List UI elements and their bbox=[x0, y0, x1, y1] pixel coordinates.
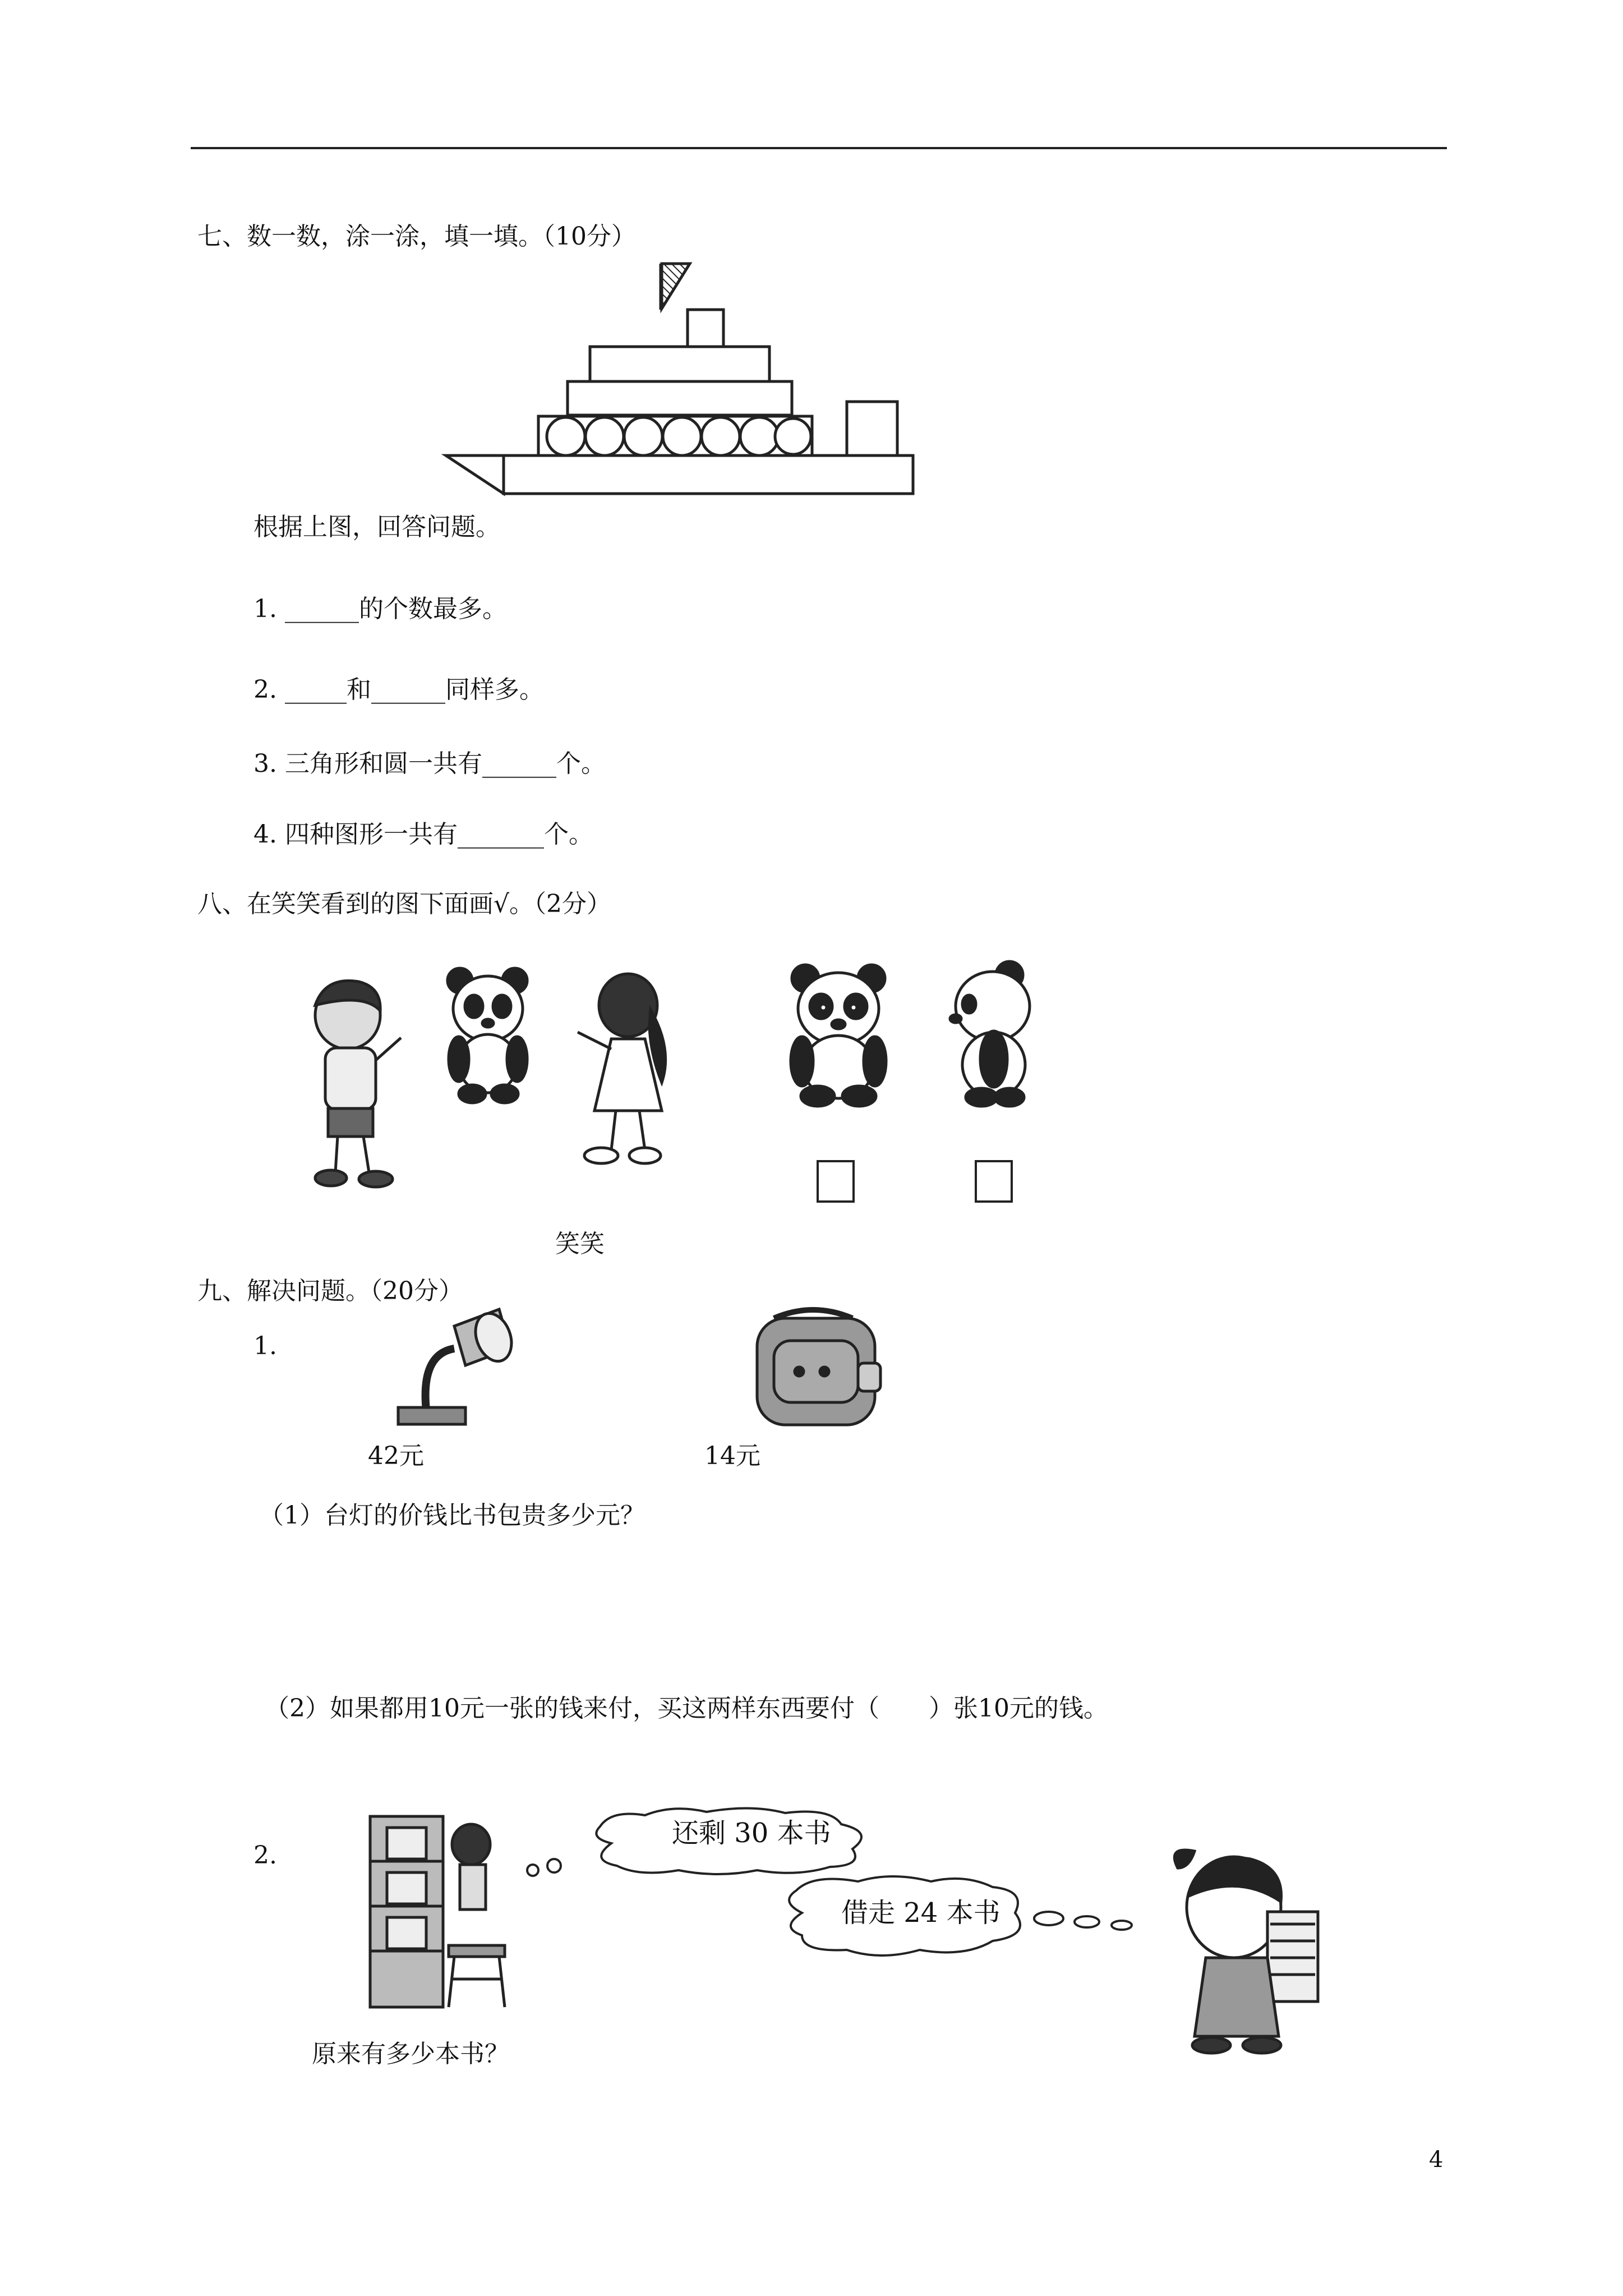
section7-prompt: 根据上图，回答问题。 bbox=[253, 513, 500, 541]
lamp-price: 42元 bbox=[368, 1442, 424, 1470]
checkbox-panda-front[interactable] bbox=[817, 1160, 855, 1203]
panda-middle-illustration bbox=[443, 965, 533, 1105]
section8-heading: 八、在笑笑看到的图下面画√。（2分） bbox=[197, 890, 612, 918]
upper-deck bbox=[590, 347, 769, 381]
problem1-number: 1. bbox=[253, 1332, 277, 1360]
boy-illustration bbox=[303, 976, 404, 1195]
section9-heading: 九、解决问题。（20分） bbox=[197, 1277, 463, 1305]
panda-side-view bbox=[942, 958, 1038, 1110]
header-rule bbox=[191, 147, 1447, 149]
page-number: 4 bbox=[1429, 2147, 1444, 2173]
section7-question-2: 2. _____和______同样多。 bbox=[253, 675, 544, 704]
problem2-question: 原来有多少本书？ bbox=[312, 2040, 509, 2068]
section7-question-1: 1. ______的个数最多。 bbox=[253, 595, 507, 623]
checkbox-panda-side[interactable] bbox=[975, 1160, 1013, 1203]
bubble-borrowed-text: 借走 24 本书 bbox=[841, 1897, 1000, 1929]
section7-question-3: 3. 三角形和圆一共有______个。 bbox=[253, 749, 606, 778]
flag-triangle bbox=[662, 264, 690, 309]
girl-xiaoxiao-illustration bbox=[566, 970, 679, 1172]
bubble-remaining-text: 还剩 30 本书 bbox=[672, 1818, 831, 1849]
hull bbox=[504, 455, 913, 494]
stern-square bbox=[847, 402, 897, 455]
problem1-question-1: （1）台灯的价钱比书包贵多少元？ bbox=[259, 1501, 645, 1530]
girl-carrying-books-illustration bbox=[1155, 1846, 1324, 2059]
section7-heading: 七、数一数，涂一涂，填一填。（10分） bbox=[197, 222, 636, 251]
boat-figure bbox=[443, 258, 920, 499]
observer-label: 笑笑 bbox=[555, 1230, 605, 1258]
mid-deck bbox=[568, 381, 792, 415]
panda-front-view bbox=[785, 961, 892, 1107]
section7-question-4: 4. 四种图形一共有_______个。 bbox=[253, 820, 593, 849]
hull-bow-triangle bbox=[446, 455, 504, 494]
desk-lamp-image bbox=[387, 1304, 516, 1433]
problem1-question-2: （2）如果都用10元一张的钱来付，买这两样东西要付（ ）张10元的钱。 bbox=[265, 1694, 1108, 1723]
problem2-number: 2. bbox=[253, 1841, 277, 1870]
top-square bbox=[688, 310, 723, 347]
school-bag-image bbox=[740, 1307, 892, 1430]
bookshelf-girl-illustration bbox=[365, 1811, 533, 2018]
bag-price: 14元 bbox=[704, 1442, 760, 1470]
